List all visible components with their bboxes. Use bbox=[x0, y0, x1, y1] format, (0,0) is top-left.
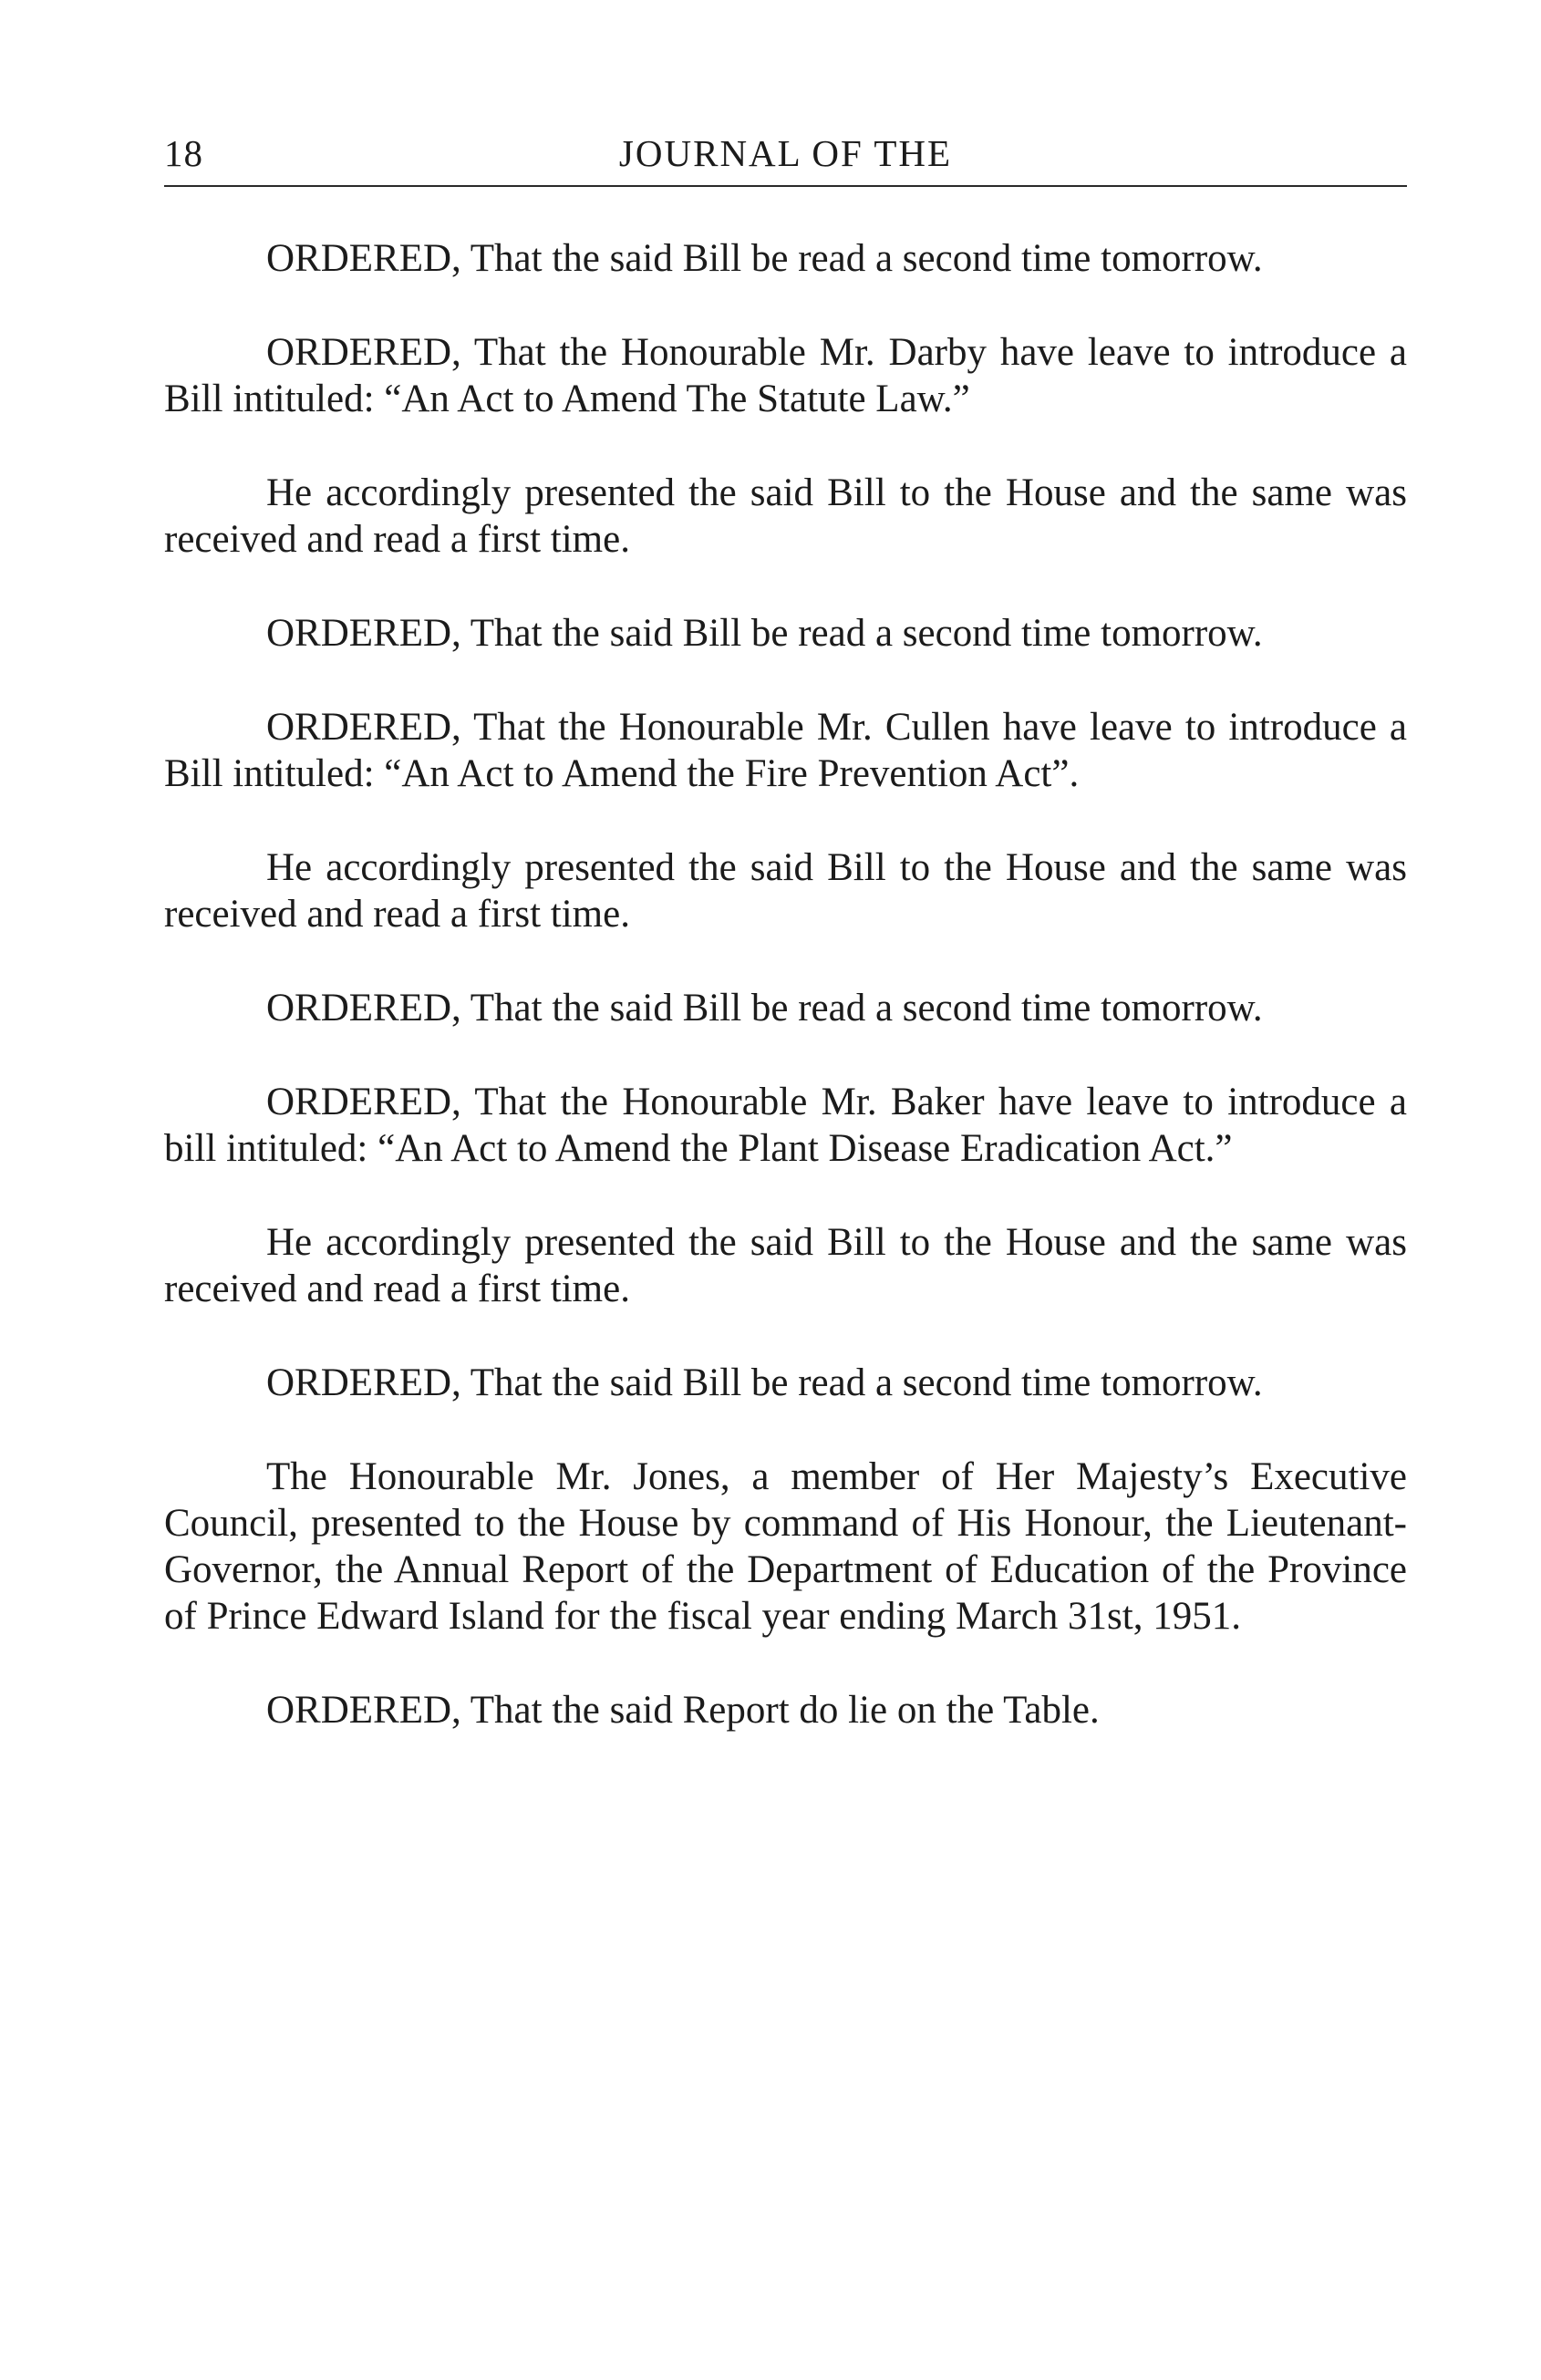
journal-title: JOURNAL OF THE bbox=[618, 132, 953, 174]
paragraph-ordered-second-reading: ORDERED, That the said Bill be read a second time tomorrow. bbox=[266, 237, 1263, 280]
paragraph-presented-first-reading: He accordingly presented the said Bill to the House and the same was received and read a first time. bbox=[164, 1221, 1407, 1310]
paragraph-presented-first-reading: He accordingly presented the said Bill to the House and the same was received and read a first time. bbox=[164, 471, 1407, 561]
paragraph-ordered-second-reading: ORDERED, That the said Bill be read a second time tomorrow. bbox=[266, 612, 1263, 655]
paragraph-ordered-second-reading: ORDERED, That the said Bill be read a second time tomorrow. bbox=[266, 1361, 1263, 1404]
paragraph-ordered-second-reading: ORDERED, That the said Bill be read a second time tomorrow. bbox=[266, 987, 1263, 1030]
paragraph-report-lie-on-table: ORDERED, That the said Report do lie on the Table. bbox=[266, 1689, 1100, 1732]
paragraph-cullen-leave: ORDERED, That the Honourable Mr. Cullen have leave to introduce a Bill intituled: “An Act to Amend the Fire Prevention Act”. bbox=[164, 706, 1407, 795]
paragraph-jones-annual-report: The Honourable Mr. Jones, a member of Her Majesty’s Executive Council, presented to the House by command of His Honour, the Lieutenant-Governor, the Annual Report of the Department of Education of the Province of Prince Edward Island for the fiscal year ending March 31st, 1951. bbox=[164, 1455, 1407, 1638]
running-head bbox=[164, 128, 1407, 179]
paragraph-darby-leave: ORDERED, That the Honourable Mr. Darby have leave to introduce a Bill intituled: “An Act to Amend The Statute Law.” bbox=[164, 331, 1407, 420]
paragraph-baker-leave: ORDERED, That the Honourable Mr. Baker have leave to introduce a bill intituled: “An Act to Amend the Plant Disease Eradication Act.” bbox=[164, 1081, 1407, 1170]
header-rule bbox=[164, 185, 1407, 187]
paragraph-presented-first-reading: He accordingly presented the said Bill to the House and the same was received and read a first time. bbox=[164, 846, 1407, 936]
page-number: 18 bbox=[164, 132, 203, 174]
journal-body bbox=[164, 235, 1407, 1733]
